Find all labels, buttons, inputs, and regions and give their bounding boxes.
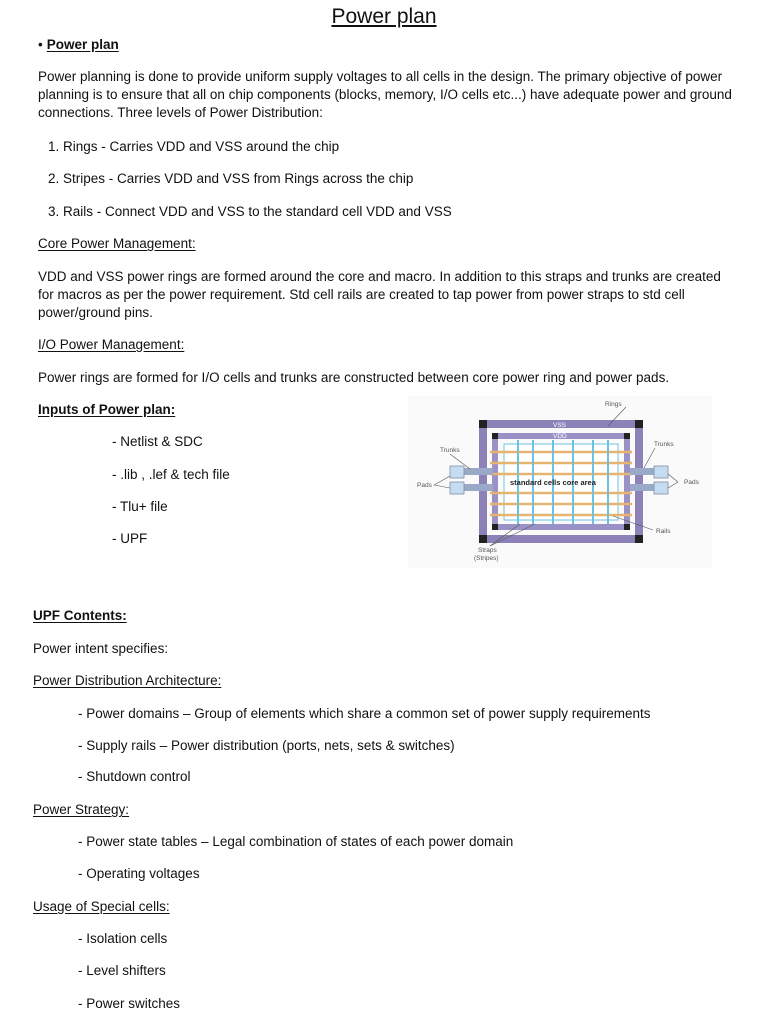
pads-left-label: Pads bbox=[417, 482, 432, 489]
ring-corner bbox=[635, 420, 643, 428]
right-pad bbox=[654, 482, 668, 494]
left-pad bbox=[450, 466, 464, 478]
special-cells-heading: Usage of Special cells: bbox=[33, 899, 170, 914]
input-item-netlist: - Netlist & SDC bbox=[112, 434, 203, 449]
bullet-marker: • bbox=[38, 37, 43, 52]
upf-intro: Power intent specifies: bbox=[33, 641, 169, 656]
left-pad bbox=[450, 482, 464, 494]
special-item-level-shifters: - Level shifters bbox=[78, 963, 166, 978]
trunks-right-label: Trunks bbox=[654, 441, 674, 448]
strategy-item-voltages: - Operating voltages bbox=[78, 866, 200, 881]
ring-corner bbox=[635, 535, 643, 543]
strategy-item-state-tables: - Power state tables – Legal combination of states of each power domain bbox=[78, 834, 514, 849]
ring-corner bbox=[624, 433, 630, 439]
core-power-heading: Core Power Management: bbox=[38, 236, 196, 251]
ring-corner bbox=[624, 524, 630, 530]
input-item-lib-lef: - .lib , .lef & tech file bbox=[112, 467, 230, 482]
architecture-item-domains: - Power domains – Group of elements which share a common set of power supply requirements bbox=[78, 706, 651, 721]
architecture-item-rails: - Supply rails – Power distribution (ports, nets, sets & switches) bbox=[78, 738, 455, 753]
page-title: Power plan bbox=[331, 5, 437, 28]
architecture-item-shutdown: - Shutdown control bbox=[78, 769, 191, 784]
rails-label: Rails bbox=[656, 528, 671, 535]
stripes-label: (Stripes) bbox=[474, 555, 499, 562]
intro-paragraph: Power planning is done to provide uniform supply voltages to all cells in the design. The primary objective of power planning is to ensure that all on chip components (blocks, memory, I/O cells etc...) have adequate power and ground connections. Three levels of Power Distribution: bbox=[38, 69, 732, 120]
vss-label: VSS bbox=[553, 422, 567, 429]
strategy-heading: Power Strategy: bbox=[33, 802, 130, 817]
ring-corner bbox=[492, 433, 498, 439]
inputs-heading: Inputs of Power plan: bbox=[38, 402, 176, 417]
core-power-paragraph: VDD and VSS power rings are formed around the core and macro. In addition to this straps and trunks are created for macros as per the power requirement. Std cell rails are created to tap power from power straps to std cell power/ground pins. bbox=[38, 269, 721, 320]
section-heading bbox=[38, 36, 119, 54]
power-plan-diagram-svg bbox=[408, 396, 712, 568]
core-area-label: standard cells core area bbox=[510, 478, 596, 487]
rings-label: Rings bbox=[605, 401, 622, 408]
trunks-left-label: Trunks bbox=[440, 447, 460, 454]
io-power-heading: I/O Power Management: bbox=[38, 337, 185, 352]
special-item-isolation: - Isolation cells bbox=[78, 931, 168, 946]
vdd-label: VDD bbox=[553, 433, 567, 440]
pads-right-label: Pads bbox=[684, 479, 699, 486]
input-item-tlu: - Tlu+ file bbox=[112, 499, 168, 514]
input-item-upf: - UPF bbox=[112, 531, 148, 546]
io-power-paragraph: Power rings are formed for I/O cells and trunks are constructed between core power ring and power pads. bbox=[38, 370, 670, 385]
section-heading-text: Power plan bbox=[46, 37, 119, 52]
right-pad bbox=[654, 466, 668, 478]
level-item-stripes: 2. Stripes - Carries VDD and VSS from Rings across the chip bbox=[48, 171, 414, 186]
left-trunk-bar bbox=[463, 484, 493, 491]
architecture-heading: Power Distribution Architecture: bbox=[33, 673, 222, 688]
ring-corner bbox=[479, 420, 487, 428]
left-trunk-bar bbox=[463, 468, 493, 475]
ring-corner bbox=[492, 524, 498, 530]
level-item-rings: 1. Rings - Carries VDD and VSS around the chip bbox=[48, 139, 340, 154]
power-plan-diagram bbox=[408, 396, 712, 568]
level-item-rails: 3. Rails - Connect VDD and VSS to the standard cell VDD and VSS bbox=[48, 204, 452, 219]
special-item-power-switches: - Power switches bbox=[78, 996, 181, 1011]
upf-heading: UPF Contents: bbox=[33, 608, 127, 623]
straps-label: Straps bbox=[478, 547, 497, 554]
ring-corner bbox=[479, 535, 487, 543]
